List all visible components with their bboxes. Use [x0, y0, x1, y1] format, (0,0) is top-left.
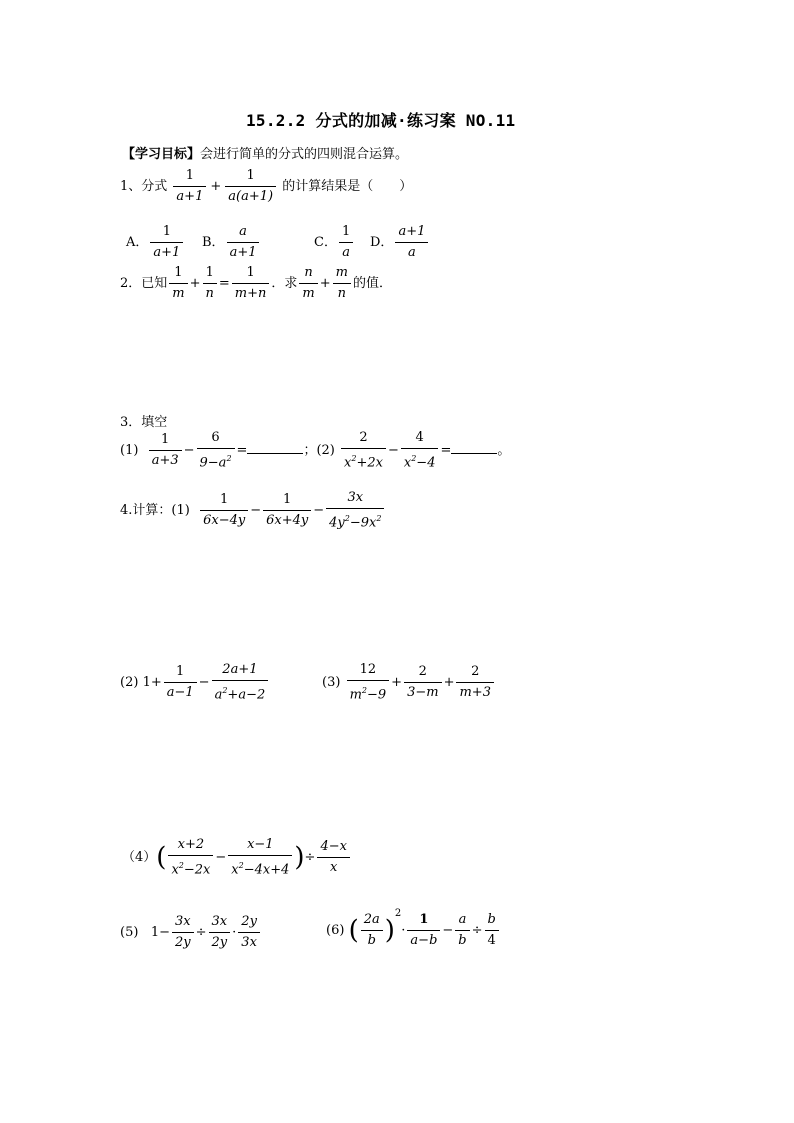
question-4-part-3: (3) $\frac{12}{m^2-9}$ + $\frac{2}{3-m}$ + $\frac{2}{m+3}$: [322, 660, 496, 705]
q3-blank-2[interactable]: [451, 441, 497, 454]
question-1: 1、分式 $\frac{1}{a+1}$ + $\frac{1}{a(a+1)}$ 的计算结果是（ ）: [120, 166, 412, 207]
q1-option-d[interactable]: D． $\frac{a+1}{a}$: [370, 222, 430, 263]
question-4-part-1: 4.计算：(1) $\frac{1}{6x-4y}$ − $\frac{1}{6x+4y}$ − $\frac{3x}{4y^2-9x^2}$: [120, 488, 386, 533]
question-3-heading: 3．填空: [120, 415, 168, 430]
q1-option-c[interactable]: C． $\frac{1}{a}$: [314, 222, 355, 263]
learning-objective: [122, 143, 408, 162]
q1-tail: 的计算结果是（ ）: [282, 179, 413, 194]
page-title: 15.2.2 分式的加减·练习案 NO.11: [246, 111, 516, 130]
question-4-part-2: (2) 1+ $\frac{1}{a-1}$ − $\frac{2a+1}{a^2+a-2}$: [120, 660, 270, 705]
q1-option-b[interactable]: B． $\frac{a}{a+1}$: [202, 222, 261, 263]
objective-label: 【学习目标】: [122, 147, 201, 162]
question-4-part-6: (6) ( $\frac{2a}{b}$ )$^2$· $\frac{1}{a-b}$ − $\frac{a}{b}$ ÷ $\frac{b}{4}$: [326, 908, 501, 951]
question-4-part-4: （4）( $\frac{x+2}{x^2-2x}$ − $\frac{x-1}{x^2-4x+4}$ )÷ $\frac{4-x}{x}$: [122, 835, 352, 880]
q1-fraction-2: $\frac{1}{a(a+1)}$: [225, 166, 276, 207]
q1-option-a[interactable]: A． $\frac{1}{a+1}$: [126, 222, 185, 263]
q1-fraction-1: $\frac{1}{a+1}$: [173, 166, 206, 207]
objective-text: 会进行简单的分式的四则混合运算。: [200, 147, 409, 162]
q3-blank-1[interactable]: [247, 441, 303, 454]
question-2: 2．已知 $\frac{1}{m}$ + $\frac{1}{n}$ = $\frac{1}{m+n}$ ．求 $\frac{n}{m}$ + $\frac{m}{n}$ 的值．: [120, 265, 392, 301]
question-3-items: (1) $\frac{1}{a+3}$ − $\frac{6}{9-a^2}$ = ；(2) $\frac{2}{x^2+2x}$ − $\frac{4}{x^2-4}$ = 。: [120, 430, 511, 471]
question-4-part-5: (5) 1− $\frac{3x}{2y}$ ÷ $\frac{3x}{2y}$ · $\frac{2y}{3x}$: [120, 912, 262, 953]
q1-prefix: 1、分式: [120, 179, 168, 194]
